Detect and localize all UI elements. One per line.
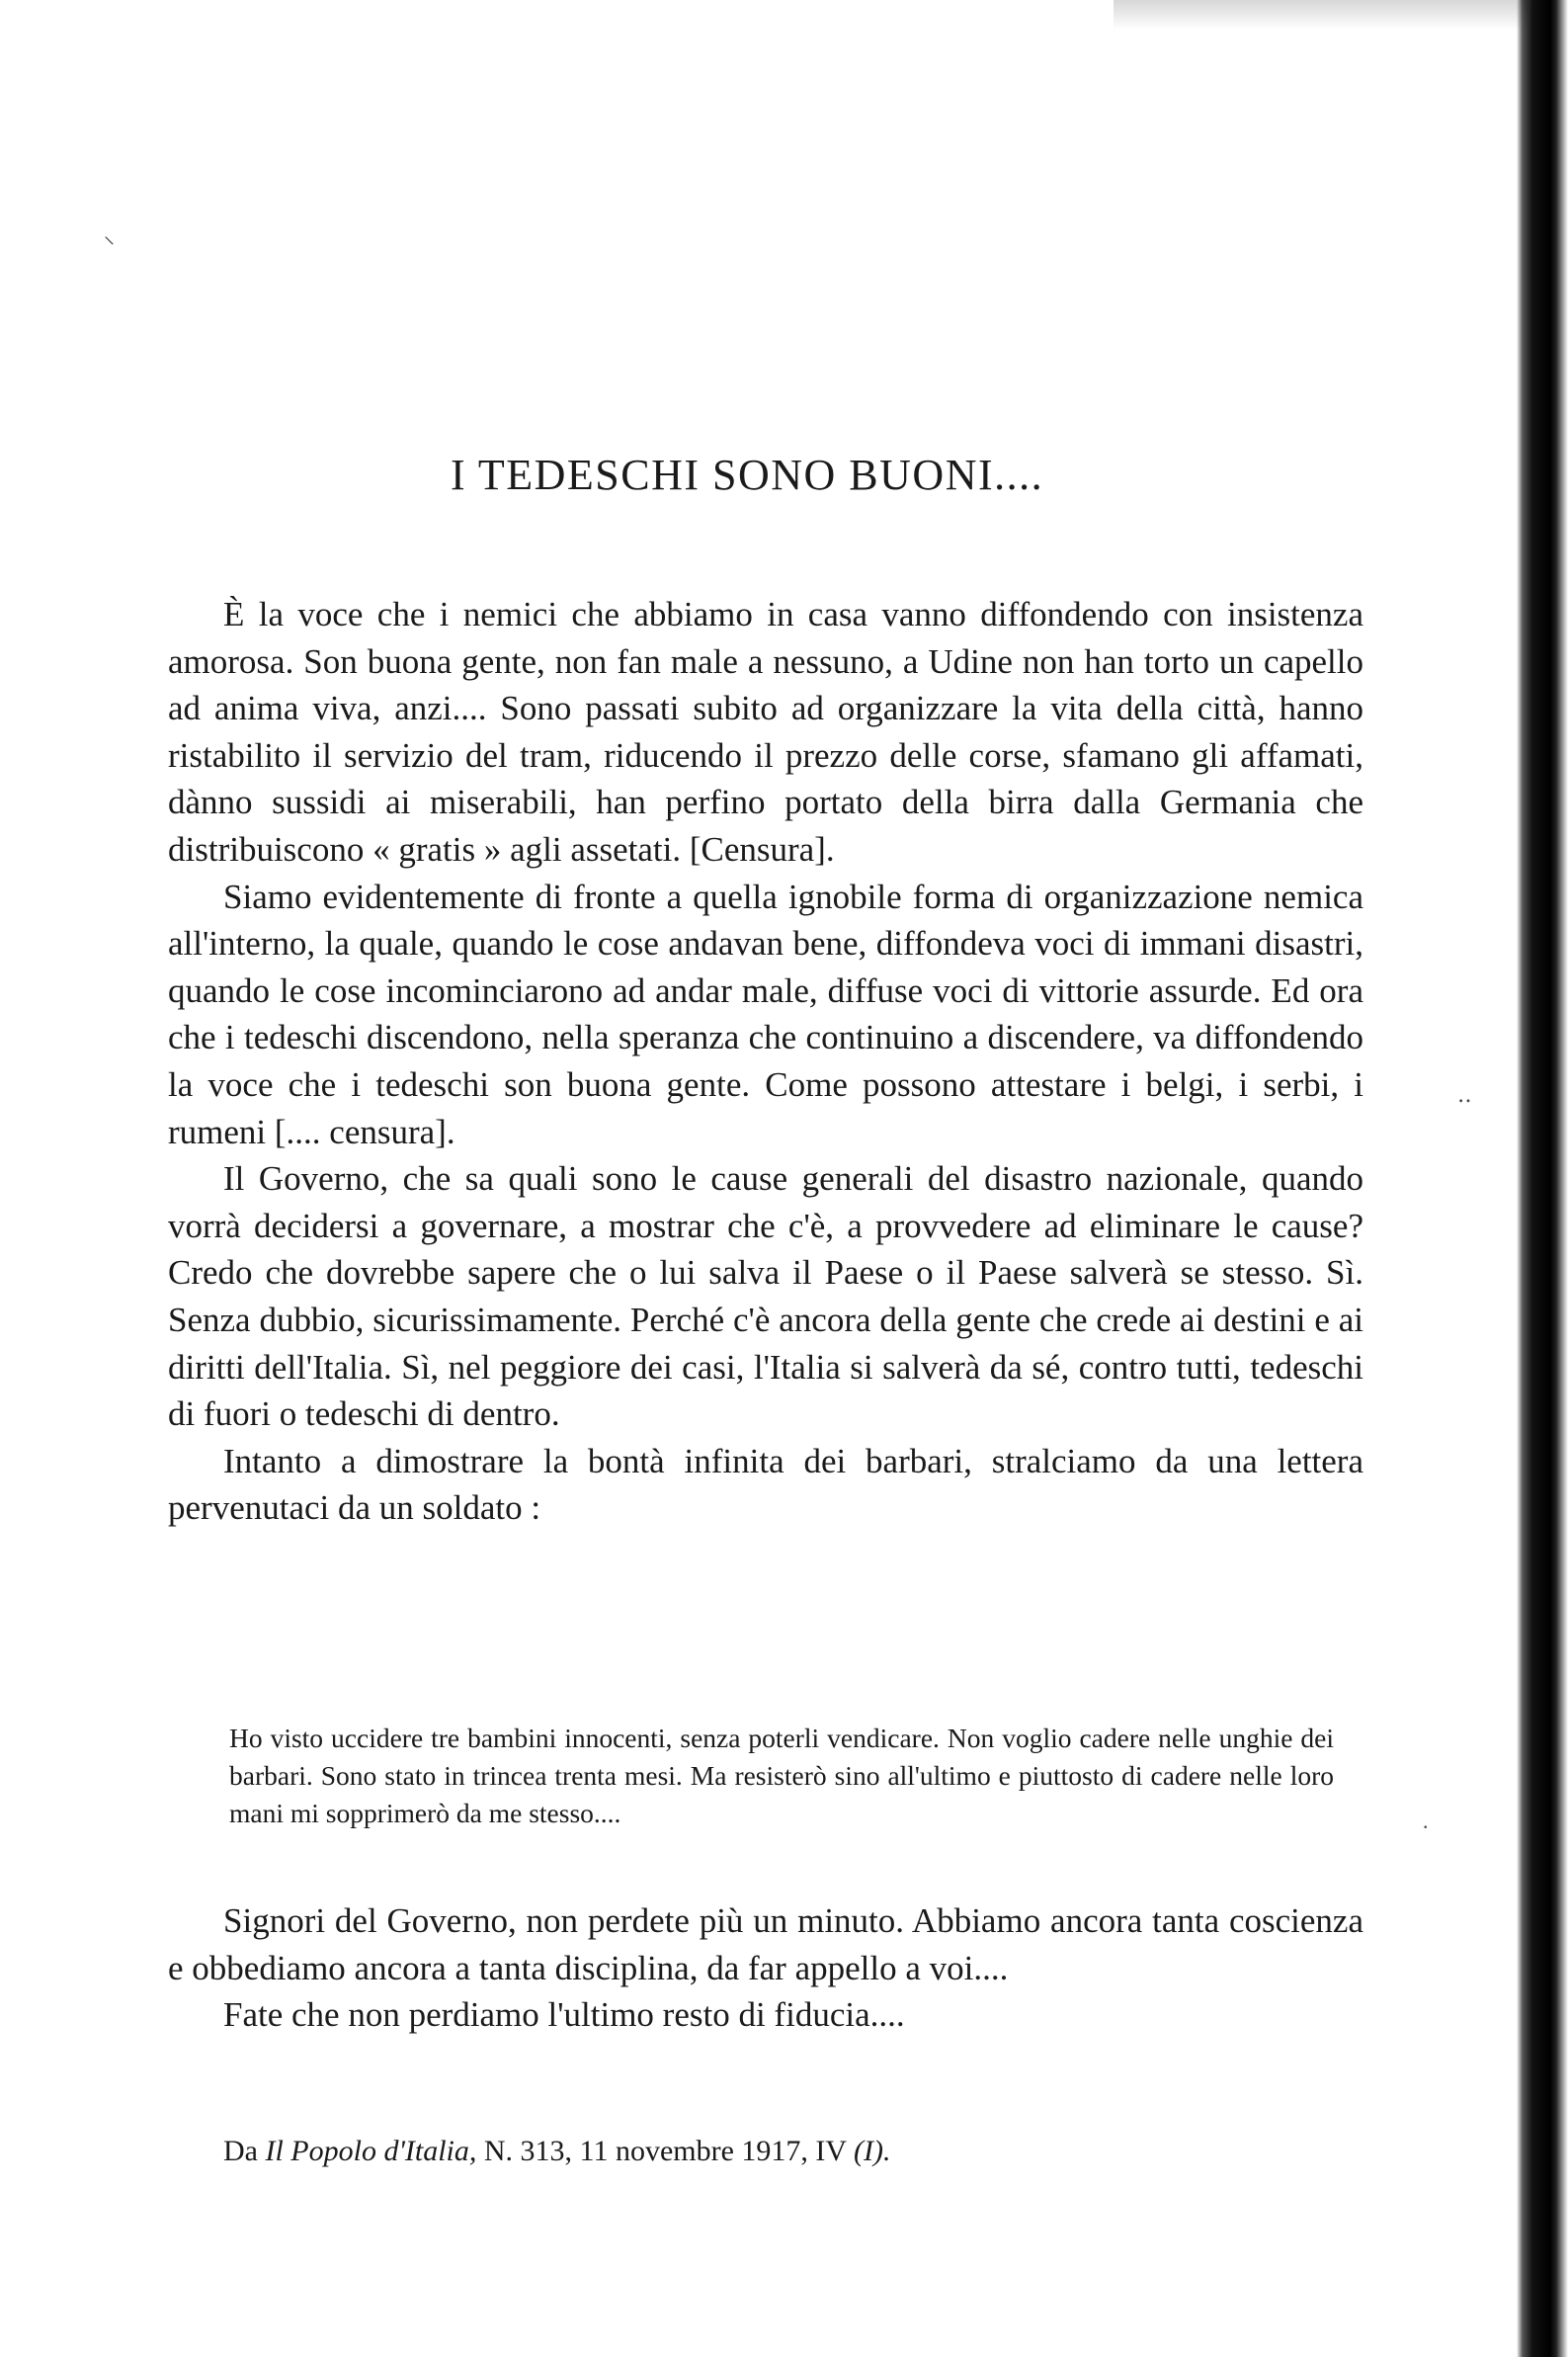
paragraph-1: È la voce che i nemici che abbiamo in casa vanno diffondendo con insistenza amorosa. Son buona gente, non fan male a nessuno, a Udine non han torto un capello ad anima viva, anzi.... Sono passati subito ad organizzare la vita della città, hanno ristabilito il servizio del tram, riducendo il prezzo delle corse, sfamano gli affamati, dànno sussidi ai miserabili, han perfino portato della birra dalla Germania che distribuiscono « gratis » agli assetati. [Censura]. xyxy=(168,595,1363,869)
paragraph-3: Il Governo, che sa quali sono le cause generali del disastro nazionale, quando vorrà decidersi a governare, a mostrar che c'è, a provvedere ad eliminare le cause? Credo che dovrebbe sapere che o lui salva il Paese o il Paese salverà se stesso. Sì. Senza dubbio, sicurissimamente. Perché c'è ancora della gente che crede ai destini e ai diritti dell'Italia. Sì, nel peggiore dei casi, l'Italia si salverà da sé, contro tutti, tedeschi di fuori o tedeschi di dentro. xyxy=(168,1159,1363,1434)
margin-speck-2: . xyxy=(1423,1809,1429,1833)
article-body xyxy=(168,591,1363,1532)
book-spine-shadow xyxy=(1493,0,1568,2357)
source-citation xyxy=(223,2135,891,2168)
page-top-smudge xyxy=(1114,0,1528,30)
source-prefix: Da xyxy=(223,2135,258,2167)
quote-text: Ho visto uccidere tre bambini innocenti, senza poterli vendicare. Non voglio cadere nelle unghie dei barbari. Sono stato in trincea trenta mesi. Ma resisterò sino all'ultimo e piuttosto di cadere nelle loro mani mi sopprimerò da me stesso.... xyxy=(229,1723,1334,1828)
page-title: I TEDESCHI SONO BUONI.... xyxy=(451,451,1044,499)
paragraph-4: Intanto a dimostrare la bontà infinita dei barbari, stralciamo da una lettera pervenutaci da un soldato : xyxy=(168,1441,1363,1528)
paragraph-2: Siamo evidentemente di fronte a quella ignobile forma di organizzazione nemica all'interno, la quale, quando le cose andavan bene, diffondeva voci di immani disastri, quando le cose incominciarono ad andar male, diffuse voci di vittorie assurde. Ed ora che i tedeschi discendono, nella speranza che continuino a discendere, va diffondendo la voce che i tedeschi son buona gente. Come possono attestare i belgi, i serbi, i rumeni [.... censura]. xyxy=(168,877,1363,1151)
soldier-letter-quote xyxy=(229,1720,1334,1832)
source-publication: Il Popolo d'Italia, xyxy=(265,2135,477,2167)
source-note: (I). xyxy=(854,2135,891,2167)
margin-speck: ‥ xyxy=(1457,1082,1472,1107)
closing-paragraph-1: Signori del Governo, non perdete più un minuto. Abbiamo ancora tanta coscienza e obbediamo ancora a tanta disciplina, da far appello a voi.... xyxy=(168,1901,1363,1987)
closing-paragraph-2: Fate che non perdiamo l'ultimo resto di fiducia.... xyxy=(223,1995,905,2035)
source-details: N. 313, 11 novembre 1917, IV xyxy=(483,2135,847,2167)
closing-section xyxy=(168,1897,1363,2039)
margin-tick: ⸌ xyxy=(104,232,116,257)
